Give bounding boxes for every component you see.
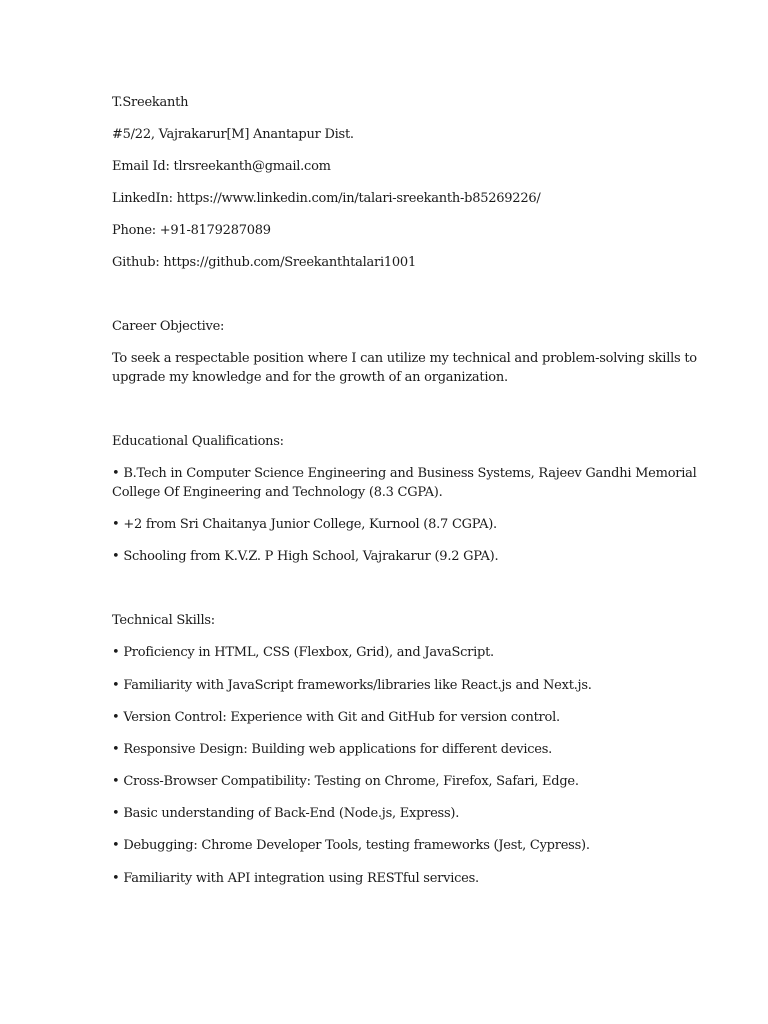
skill-text: Basic understanding of Back-End (Node.js, Express).	[123, 806, 460, 821]
education-item-btech-continued: College Of Engineering and Technology (8.3 CGPA).	[112, 485, 443, 500]
skill-item	[112, 740, 672, 760]
technical-skills-heading: Technical Skills:	[112, 613, 215, 628]
linkedin-line: LinkedIn: https://www.linkedin.com/in/talari-sreekanth-b85269226/	[112, 191, 541, 206]
skill-text: Cross-Browser Compatibility: Testing on Chrome, Firefox, Safari, Edge.	[123, 774, 579, 789]
skill-item	[112, 869, 672, 889]
bullet-mark: •	[112, 871, 120, 886]
bullet-mark: •	[112, 710, 120, 725]
education-item-schooling	[112, 547, 672, 567]
career-objective-heading: Career Objective:	[112, 319, 225, 334]
education-heading: Educational Qualifications:	[112, 434, 284, 449]
bullet-mark: •	[112, 774, 120, 789]
bullet-mark: •	[112, 549, 120, 564]
bullet-mark: •	[112, 838, 120, 853]
education-item-btech	[112, 464, 697, 484]
skill-item	[112, 836, 672, 856]
bullet-mark: •	[112, 645, 120, 660]
phone-line: Phone: +91-8179287089	[112, 223, 271, 238]
career-objective-text-line-1: To seek a respectable position where I can utilize my technical and problem-solving skills to	[112, 351, 697, 366]
skill-item	[112, 643, 672, 663]
bullet-mark: •	[112, 517, 120, 532]
skill-text: Familiarity with JavaScript frameworks/libraries like React.js and Next.js.	[123, 678, 592, 693]
education-item-intermediate	[112, 515, 672, 535]
skill-text: Proficiency in HTML, CSS (Flexbox, Grid), and JavaScript.	[123, 645, 494, 660]
bullet-mark: •	[112, 806, 120, 821]
email-line: Email Id: tlrsreekanth@gmail.com	[112, 159, 331, 174]
skill-item	[112, 708, 672, 728]
bullet-mark: •	[112, 742, 120, 757]
bullet-mark: •	[112, 466, 120, 481]
skill-item	[112, 676, 672, 696]
education-item-text: +2 from Sri Chaitanya Junior College, Kurnool (8.7 CGPA).	[123, 517, 497, 532]
bullet-mark: •	[112, 678, 120, 693]
skill-item	[112, 804, 672, 824]
career-objective-text-line-2: upgrade my knowledge and for the growth of an organization.	[112, 370, 508, 385]
skill-item	[112, 772, 672, 792]
education-item-text: B.Tech in Computer Science Engineering and Business Systems, Rajeev Gandhi Memorial	[123, 466, 697, 481]
candidate-name: T.Sreekanth	[112, 95, 189, 110]
skill-text: Familiarity with API integration using RESTful services.	[123, 871, 479, 886]
skill-text: Version Control: Experience with Git and GitHub for version control.	[123, 710, 560, 725]
github-line: Github: https://github.com/Sreekanthtalari1001	[112, 255, 416, 270]
address-line: #5/22, Vajrakarur[M] Anantapur Dist.	[112, 127, 354, 142]
skill-text: Debugging: Chrome Developer Tools, testing frameworks (Jest, Cypress).	[123, 838, 590, 853]
education-item-text: Schooling from K.V.Z. P High School, Vajrakarur (9.2 GPA).	[123, 549, 499, 564]
skill-text: Responsive Design: Building web applications for different devices.	[123, 742, 553, 757]
